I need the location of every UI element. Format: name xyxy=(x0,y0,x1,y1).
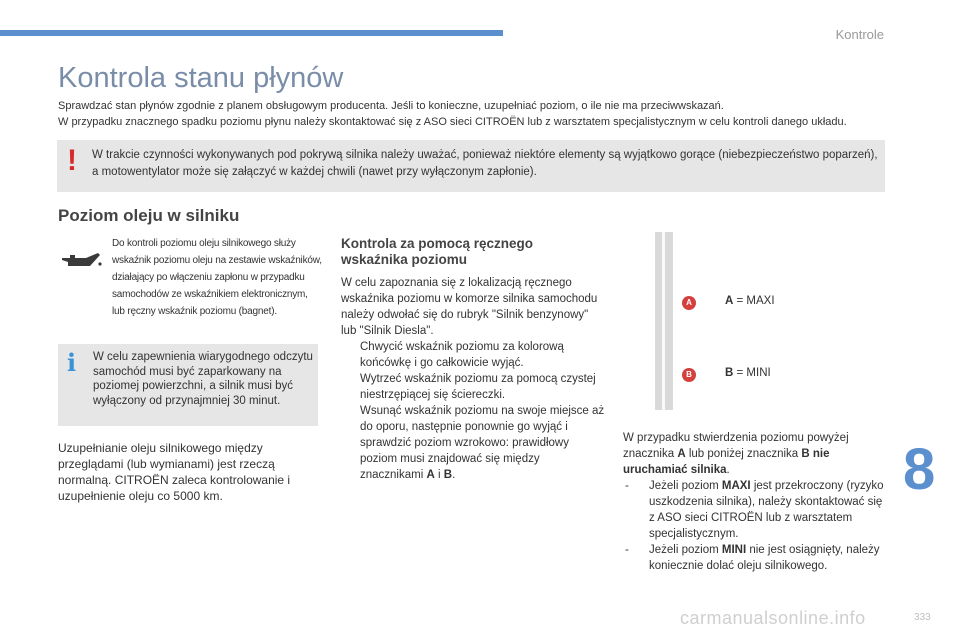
section-label: Kontrole xyxy=(835,27,884,42)
level-warning-lead: W przypadku stwierdzenia poziomu powyżej znacznika A lub poniżej znacznika B nie uruchamiać silnika. xyxy=(623,432,849,476)
info-box xyxy=(58,344,318,426)
dipstick-intro: W celu zapoznania się z lokalizacją ręcznego wskaźnika poziomu w komorze silnika samochodu należy odwołać się do rubryk "Silnik benzynowy" lub "Silnik Diesla". xyxy=(341,277,598,337)
warning-box xyxy=(57,140,885,192)
intro-line-1: Sprawdzać stan płynów zgodnie z planem obsługowym producenta. Jeśli to konieczne, uzupełniać poziom, o ile nie ma przeciwwskazań. xyxy=(58,100,724,112)
intro-text xyxy=(58,98,908,130)
refill-note: Uzupełnianie oleju silnikowego między przeglądami (lub wymianami) jest rzeczą normalną. CITROËN zaleca kontrolowanie i uzupełnienie oleju co 5000 km. xyxy=(58,441,291,503)
list-item: - Jeżeli poziom MAXI jest przekroczony (ryzyko uszkodzenia silnika), należy skontaktować się z ASO sieci CITROËN lub z warsztatem specjalistycznym. xyxy=(625,480,884,540)
level-b-label: B = MINI xyxy=(725,367,771,379)
oil-section-heading: Poziom oleju w silniku xyxy=(58,206,240,225)
oil-level-description: Do kontroli poziomu oleju silnikowego służy wskaźnik poziomu oleju na zestawie wskaźników, działający po włączeniu zapłonu w przypadku samochodów ze wskaźnikiem elektronicznym, lub ręczny wskaźnik poziomu (bagnet). xyxy=(112,238,322,317)
marker-a: A xyxy=(426,469,435,481)
dipstick-steps xyxy=(341,339,606,483)
page-number: 333 xyxy=(914,612,931,623)
header-accent-bar xyxy=(0,30,503,36)
page-title: Kontrola stanu płynów xyxy=(58,62,344,94)
exclamation-icon: ! xyxy=(67,144,77,177)
dipstick-instructions xyxy=(341,275,606,483)
dipstick-heading: Kontrola za pomocą ręcznego wskaźnika poziomu xyxy=(341,236,534,267)
level-a-label: A = MAXI xyxy=(725,295,775,307)
dipstick-rod xyxy=(662,232,665,410)
oil-can-icon xyxy=(60,250,102,272)
chapter-number: 8 xyxy=(903,437,936,502)
level-warning-text xyxy=(623,430,885,574)
info-icon: i xyxy=(67,348,77,377)
list-item: Chwycić wskaźnik poziomu za kolorową końcówkę i go całkowicie wyjąć. xyxy=(360,341,564,369)
list-item: Wytrzeć wskaźnik poziomu za pomocą czystej niestrzępiącej się ściereczki. xyxy=(360,373,596,401)
warning-text: W trakcie czynności wykonywanych pod pokrywą silnika należy uważać, ponieważ niektóre elementy są wyjątkowo gorące (niebezpieczeństwo poparzeń), a motowentylator może się załączyć w każdej chwili (nawet przy wyłączonym zapłonie). xyxy=(92,149,878,178)
intro-line-2: W przypadku znacznego spadku poziomu płynu należy skontaktować się z ASO sieci CITROËN lub z warsztatem specjalistycznym w celu kontroli danego układu. xyxy=(58,116,847,128)
list-item: - Jeżeli poziom MINI nie jest osiągnięty, należy koniecznie dolać oleju silnikowego. xyxy=(625,544,880,572)
marker-b-badge: B xyxy=(682,368,696,382)
marker-b: B xyxy=(443,469,453,481)
info-text: W celu zapewnienia wiarygodnego odczytu samochód musi być zaparkowany na poziomej powierzchni, a silnik musi być wyłączony od przynajmniej 30 minut. xyxy=(93,351,313,407)
level-warning-list xyxy=(623,478,885,574)
list-item: Wsunąć wskaźnik poziomu na swoje miejsce aż do oporu, następnie ponownie go wyjąć i sprawdzić poziom wzrokowo: prawidłowy poziom musi znajdować się między znacznikami A i B. xyxy=(360,405,605,481)
watermark: carmanualsonline.info xyxy=(680,608,866,628)
marker-a-badge: A xyxy=(682,296,696,310)
